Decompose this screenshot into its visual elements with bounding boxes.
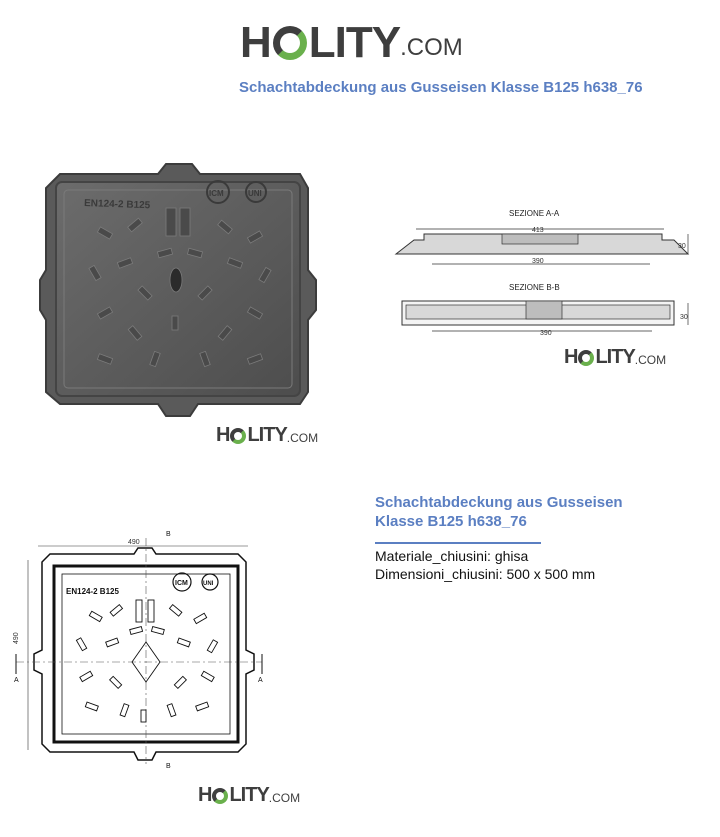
spec-material: Materiale_chiusini: ghisa bbox=[375, 548, 529, 564]
svg-text:UNI: UNI bbox=[203, 581, 214, 587]
svg-text:UNI: UNI bbox=[248, 189, 262, 198]
logo-o-icon bbox=[230, 428, 246, 444]
section-logo: H LITY .COM bbox=[564, 346, 667, 368]
title-divider bbox=[375, 542, 541, 544]
section-mark-b: B bbox=[166, 531, 171, 538]
dim-30: 30 bbox=[678, 243, 686, 250]
section-b-label: SEZIONE B-B bbox=[509, 283, 560, 292]
cover-photo bbox=[38, 160, 320, 422]
dim-390b: 390 bbox=[540, 330, 552, 337]
photo-logo: H LITY .COM bbox=[216, 424, 319, 446]
top-logo bbox=[240, 18, 463, 68]
section-a-label: SEZIONE A-A bbox=[509, 209, 560, 218]
dim-390: 390 bbox=[532, 258, 544, 265]
dim-413: 413 bbox=[532, 227, 544, 234]
cover-marking: EN124-2 B125 bbox=[83, 198, 151, 212]
drawing-logo: H LITY .COM bbox=[198, 784, 301, 806]
logo-suffix: .COM bbox=[400, 34, 463, 61]
section-a-drawing bbox=[392, 220, 694, 270]
logo-o-icon bbox=[212, 788, 228, 804]
section-mark-a: A bbox=[14, 677, 19, 684]
logo-o-icon bbox=[578, 350, 594, 366]
dim-side: 490 bbox=[13, 632, 20, 644]
technical-drawing bbox=[10, 524, 272, 770]
logo-letter-h: H bbox=[240, 18, 271, 67]
drawing-marking: EN124-2 B125 bbox=[66, 587, 119, 596]
drawing-frame bbox=[34, 548, 254, 760]
section-mark-b2: B bbox=[166, 763, 171, 770]
logo-o-icon bbox=[273, 26, 307, 60]
logo-letters: LITY bbox=[308, 18, 401, 67]
section-b-drawing bbox=[396, 293, 696, 339]
dim-30b: 30 bbox=[680, 314, 688, 321]
product-title-line1: Schachtabdeckung aus Gusseisen bbox=[375, 494, 623, 511]
spec-list bbox=[375, 547, 595, 583]
svg-text:ICM: ICM bbox=[209, 189, 224, 198]
product-title-line2: Klasse B125 h638_76 bbox=[375, 513, 527, 530]
section-mark-a2: A bbox=[258, 677, 263, 684]
product-title bbox=[375, 493, 623, 531]
dim-top: 490 bbox=[128, 539, 140, 546]
svg-text:ICM: ICM bbox=[175, 580, 188, 587]
page-title: Schachtabdeckung aus Gusseisen Klasse B125 h638_76 bbox=[239, 79, 643, 96]
spec-dimensions: Dimensioni_chiusini: 500 x 500 mm bbox=[375, 566, 596, 582]
